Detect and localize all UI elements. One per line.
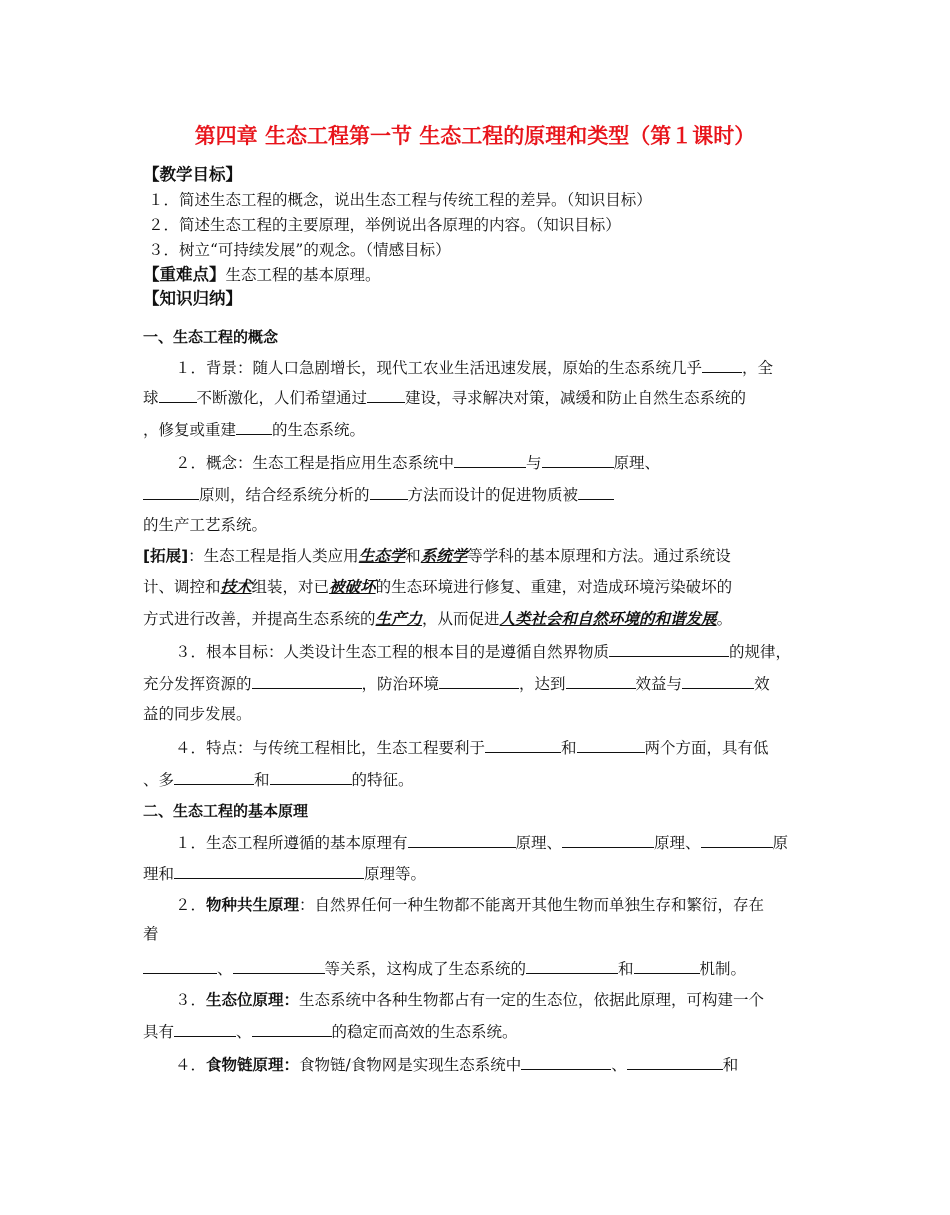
- text-run: 计、调控和: [143, 578, 221, 596]
- fill-blank[interactable]: [702, 357, 742, 373]
- text-run: ２．: [175, 896, 207, 914]
- s2-p2-line3: [143, 958, 746, 979]
- text-run: 的规律，: [729, 643, 792, 661]
- fill-blank[interactable]: [578, 484, 614, 500]
- answer-text: 生产力: [375, 610, 423, 628]
- section1-heading: 一、生态工程的概念: [143, 328, 279, 346]
- s2-p3-line1: [175, 990, 764, 1010]
- section2-heading: 二、生态工程的基本原理: [143, 802, 309, 820]
- fill-blank[interactable]: [408, 832, 516, 848]
- objective-item: ３．树立“可持续发展”的观念。（情感目标）: [148, 241, 451, 259]
- text-run: 充分发挥资源的: [143, 675, 252, 693]
- text-run: ：生态工程是指人类应用: [188, 547, 359, 565]
- extension-label: [拓展]: [143, 547, 189, 565]
- text-run: 机制。: [699, 960, 747, 978]
- s1-p1-line1: [175, 357, 773, 378]
- s2-p1-line1: [175, 832, 788, 853]
- fill-blank[interactable]: [159, 387, 197, 403]
- fill-blank[interactable]: [270, 769, 352, 785]
- s2-p4-line1: [175, 1054, 738, 1075]
- text-run: ，达到: [519, 675, 566, 693]
- fill-blank[interactable]: [634, 958, 700, 974]
- fill-blank[interactable]: [485, 737, 561, 753]
- text-run: ４．特点：与传统工程相比，生态工程要利于: [175, 739, 486, 757]
- principle-name: 物种共生原理: [206, 896, 300, 914]
- fill-blank[interactable]: [236, 419, 272, 435]
- text-run: 和: [405, 547, 421, 565]
- s1-p3-line2: [143, 673, 770, 694]
- fill-blank[interactable]: [233, 958, 325, 974]
- extension-line2: [143, 577, 732, 597]
- answer-text: 系统学: [420, 547, 468, 565]
- text-run: 的稳定而高效的生态系统。: [331, 1023, 518, 1041]
- s1-p1-line3: [143, 419, 365, 440]
- s1-p3-line1: [175, 641, 791, 662]
- s2-p2-line2: 着: [143, 925, 159, 943]
- text-run: 具有: [143, 1023, 175, 1041]
- text-run: 、: [611, 1056, 627, 1074]
- s1-p4-line2: [143, 769, 414, 790]
- text-run: ４．: [175, 1056, 207, 1074]
- text-run: 原理、: [654, 834, 701, 852]
- fill-blank[interactable]: [682, 673, 754, 689]
- text-run: 和: [618, 960, 634, 978]
- text-run: 不断激化，人们希望通过: [196, 389, 368, 407]
- text-run: 原理等。: [364, 865, 427, 883]
- text-run: 、多: [143, 771, 175, 789]
- text-run: 与: [526, 454, 542, 472]
- text-run: １．生态工程所遵循的基本原理有: [175, 834, 408, 852]
- fill-blank[interactable]: [542, 452, 614, 468]
- s1-p2-line3: 的生产工艺系统。: [143, 516, 268, 534]
- text-run: 原理、: [515, 834, 563, 852]
- fill-blank[interactable]: [454, 452, 526, 468]
- answer-text: 人类社会和自然环境的和谐发展: [499, 610, 717, 628]
- fill-blank[interactable]: [367, 387, 405, 403]
- text-run: 。: [716, 610, 733, 628]
- answer-text: 技术: [220, 578, 252, 596]
- fill-blank[interactable]: [370, 484, 408, 500]
- fill-blank[interactable]: [174, 769, 254, 785]
- text-run: 两个方面，具有低: [644, 739, 769, 757]
- fill-blank[interactable]: [701, 832, 773, 848]
- extension-line1: [143, 546, 731, 566]
- text-run: ３．: [175, 991, 207, 1009]
- text-run: 生态系统中各种生物都占有一定的生态位，依据此原理，可构建一个: [299, 991, 765, 1009]
- objective-item: １．简述生态工程的概念，说出生态工程与传统工程的差异。（知识目标）: [148, 191, 652, 209]
- text-run: ，防治环境: [361, 675, 440, 693]
- knowledge-header: 【知识归纳】: [143, 289, 242, 308]
- answer-text: 生态学: [358, 547, 406, 565]
- text-run: 和: [254, 771, 270, 789]
- objectives-header: 【教学目标】: [143, 165, 242, 184]
- text-run: ２．概念：生态工程是指应用生态系统中: [175, 454, 455, 472]
- text-run: 的生态系统。: [272, 421, 366, 439]
- fill-blank[interactable]: [252, 673, 362, 689]
- text-run: 效: [754, 675, 770, 693]
- s1-p1-line2: [143, 387, 746, 408]
- text-run: 原则，结合经系统分析的: [199, 486, 370, 504]
- s2-p2-line1: [175, 895, 764, 915]
- fill-blank[interactable]: [627, 1054, 723, 1070]
- principle-name: 食物链原理：: [206, 1056, 300, 1074]
- s1-p4-line1: [175, 737, 769, 758]
- text-run: 、: [217, 960, 233, 978]
- text-run: ，从而促进: [422, 610, 500, 628]
- text-run: 食物链/食物网是实现生态系统中: [299, 1056, 522, 1074]
- answer-text: 被破坏: [329, 578, 376, 596]
- key-point-label: 【重难点】: [143, 265, 226, 284]
- text-run: 效益与: [635, 675, 683, 693]
- text-run: 等学科的基本原理和方法。通过系统设: [467, 547, 731, 565]
- fill-blank[interactable]: [252, 1021, 332, 1037]
- fill-blank[interactable]: [521, 1054, 611, 1070]
- text-run: ，修复或重建: [143, 421, 237, 439]
- text-run: ，全: [742, 359, 774, 377]
- text-run: 和: [722, 1056, 739, 1074]
- text-run: 原理、: [613, 454, 661, 472]
- extension-line3: [143, 609, 732, 629]
- text-run: １．背景：随人口急剧增长，现代工农业生活迅速发展，原始的生态系统几乎: [175, 359, 703, 377]
- text-run: 等关系，这构成了生态系统的: [324, 960, 527, 978]
- text-run: ：自然界任何一种生物都不能离开其他生物而单独生存和繁衍，存在: [299, 896, 765, 914]
- key-point-line: [143, 265, 381, 285]
- text-run: 组装，对已: [251, 578, 330, 596]
- fill-blank[interactable]: [439, 673, 519, 689]
- text-run: ３．根本目标：人类设计生态工程的根本目的是遵循自然界物质: [175, 643, 610, 661]
- page-title: 第四章 生态工程第一节 生态工程的原理和类型（第１课时）: [194, 124, 756, 148]
- fill-blank[interactable]: [143, 958, 217, 974]
- fill-blank[interactable]: [577, 737, 645, 753]
- text-run: 原: [772, 834, 789, 852]
- s1-p2-line1: [175, 452, 660, 473]
- text-run: 和: [561, 739, 577, 757]
- s1-p3-line3: 益的同步发展。: [143, 705, 252, 723]
- s2-p3-line2: [143, 1021, 518, 1042]
- text-run: 建设，寻求解决对策，减缓和防止自然生态系统的: [405, 389, 747, 407]
- fill-blank[interactable]: [609, 641, 729, 657]
- text-run: 方式进行改善，并提高生态系统的: [143, 610, 376, 628]
- principle-name: 生态位原理：: [206, 991, 300, 1009]
- fill-blank[interactable]: [562, 832, 654, 848]
- fill-blank[interactable]: [174, 863, 364, 879]
- text-run: 的特征。: [351, 771, 414, 789]
- text-run: 方法而设计的促进物质被: [407, 486, 579, 504]
- text-run: 、: [236, 1023, 252, 1041]
- objective-item: ２．简述生态工程的主要原理，举例说出各原理的内容。（知识目标）: [148, 216, 621, 234]
- text-run: 球: [143, 389, 159, 407]
- text-run: 的生态环境进行修复、重建，对造成环境污染破坏的: [375, 578, 733, 596]
- fill-blank[interactable]: [143, 484, 199, 500]
- s2-p1-line2: [143, 863, 426, 884]
- text-run: 理和: [143, 865, 175, 883]
- s1-p2-line2: [143, 484, 614, 505]
- fill-blank[interactable]: [174, 1021, 236, 1037]
- fill-blank[interactable]: [526, 958, 618, 974]
- key-point-text: 生态工程的基本原理。: [225, 266, 381, 284]
- fill-blank[interactable]: [566, 673, 636, 689]
